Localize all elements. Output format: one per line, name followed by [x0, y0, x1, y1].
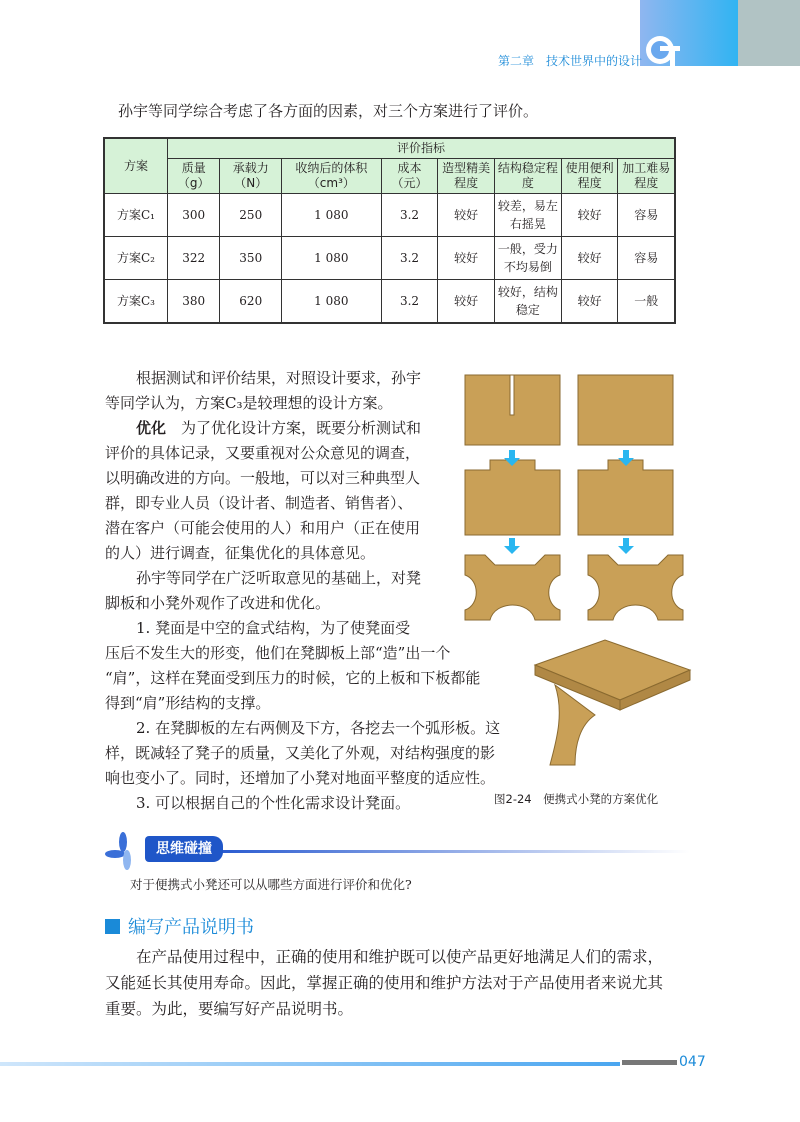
table-group-header: 评价指标 — [168, 138, 676, 159]
text-line: 在产品使用过程中，正确的使用和维护既可以使产品更好地满足人们的需求， — [136, 948, 664, 966]
column-header: 质量（g） — [168, 159, 220, 194]
optimized-footboard-a — [465, 555, 560, 620]
text-line: 1. 凳面是中空的盒式结构，为了使凳面受 — [136, 619, 411, 637]
optimized-footboard-b — [588, 555, 683, 620]
table-corner: 方案 — [104, 138, 168, 194]
header-decoration-gray — [738, 0, 800, 66]
table-cell: 380 — [168, 280, 220, 324]
footer-bar — [622, 1060, 677, 1065]
text-line: 样，既减轻了凳子的质量，又美化了外观，对结构强度的影 — [105, 744, 496, 762]
table-cell: 方案C₂ — [104, 237, 168, 280]
footboard-c3-a — [465, 460, 560, 535]
column-header: 收纳后的体积（cm³） — [282, 159, 382, 194]
arrow-down-icon — [504, 538, 520, 554]
gear-icon — [640, 32, 684, 66]
footboard-c2-a — [578, 375, 673, 445]
table-cell: 1 080 — [282, 237, 382, 280]
column-header: 承载力（N） — [220, 159, 282, 194]
table-cell: 方案C₁ — [104, 194, 168, 237]
column-header: 结构稳定程度 — [494, 159, 561, 194]
think-banner-label: 思维碰撞 — [145, 836, 223, 862]
stool-optimization-figure — [460, 370, 700, 790]
text-line: 为了优化设计方案，既要分析测试和 — [181, 419, 422, 437]
footboard-c3-b — [578, 460, 673, 535]
body-text — [105, 366, 500, 816]
flower-icon — [105, 832, 145, 872]
table-cell: 容易 — [618, 237, 675, 280]
text-line: 3. 可以根据自己的个性化需求设计凳面。 — [136, 794, 411, 812]
section-title: 编写产品说明书 — [128, 917, 254, 938]
text-line: 又能延长其使用寿命。因此，掌握正确的使用和维护方法对于产品使用者来说尤其 — [105, 974, 664, 992]
text-line: 脚板和小凳外观作了改进和优化。 — [105, 594, 331, 612]
table-cell: 较好 — [561, 237, 618, 280]
text-line: 压后不发生大的形变，他们在凳脚板上部“造”出一个 — [105, 644, 451, 662]
table-cell: 300 — [168, 194, 220, 237]
table-cell: 一般，受力不均易倒 — [494, 237, 561, 280]
table-cell: 较好 — [561, 280, 618, 324]
table-cell: 350 — [220, 237, 282, 280]
text-line: 孙宇等同学在广泛听取意见的基础上，对凳 — [136, 569, 422, 587]
table-cell: 3.2 — [381, 280, 438, 324]
table-cell: 3.2 — [381, 194, 438, 237]
square-bullet-icon — [105, 919, 120, 934]
table-cell: 方案C₃ — [104, 280, 168, 324]
section-body — [105, 944, 663, 1022]
text-line: 的人）进行调查，征集优化的具体意见。 — [105, 544, 376, 562]
table-cell: 较好 — [438, 280, 495, 324]
text-line: 潜在客户（可能会使用的人）和用户（正在使用 — [105, 519, 421, 537]
banner-line — [220, 850, 690, 853]
table-cell: 250 — [220, 194, 282, 237]
table-cell: 1 080 — [282, 194, 382, 237]
column-header: 使用便利程度 — [561, 159, 618, 194]
evaluation-table — [103, 137, 676, 324]
figure-caption: 图2-24 便携式小凳的方案优化 — [494, 792, 659, 806]
page-number: 047 — [679, 1054, 706, 1070]
text-line: 得到“肩”形结构的支撑。 — [105, 694, 271, 712]
table-cell: 1 080 — [282, 280, 382, 324]
table-cell: 容易 — [618, 194, 675, 237]
column-header: 造型精美程度 — [438, 159, 495, 194]
text-line: “肩”，这样在凳面受到压力的时候，它的上板和下板都能 — [105, 669, 481, 687]
table-row — [104, 194, 675, 237]
arrow-down-icon — [618, 538, 634, 554]
table-cell: 322 — [168, 237, 220, 280]
table-cell: 一般 — [618, 280, 675, 324]
column-header: 加工难易程度 — [618, 159, 675, 194]
footboard-c1 — [465, 375, 560, 445]
table-cell: 较好 — [561, 194, 618, 237]
table-cell: 620 — [220, 280, 282, 324]
text-line: 根据测试和评价结果，对照设计要求，孙宇 — [136, 369, 422, 387]
table-cell: 较好 — [438, 194, 495, 237]
column-header: 成本（元） — [381, 159, 438, 194]
table-row — [104, 280, 675, 324]
text-line: 评价的具体记录，又要重视对公众意见的调查， — [105, 444, 421, 462]
text-line: 群，即专业人员（设计者、制造者、销售者）、 — [105, 494, 413, 512]
text-line: 2. 在凳脚板的左右两侧及下方，各挖去一个弧形板。这 — [136, 719, 501, 737]
table-cell: 较好，结构稳定 — [494, 280, 561, 324]
section-heading — [105, 913, 254, 939]
text-line: 等同学认为，方案C₃是较理想的设计方案。 — [105, 394, 393, 412]
chapter-title: 第二章 技术世界中的设计 — [498, 54, 643, 68]
table-cell: 较差，易左右摇晃 — [494, 194, 561, 237]
intro-text: 孙宇等同学综合考虑了各方面的因素，对三个方案进行了评价。 — [118, 102, 539, 120]
table-cell: 较好 — [438, 237, 495, 280]
keyword-optimize: 优化 — [136, 419, 167, 437]
text-line: 响也变小了。同时，还增加了小凳对地面平整度的适应性。 — [105, 769, 496, 787]
table-cell: 3.2 — [381, 237, 438, 280]
table-row — [104, 237, 675, 280]
think-question: 对于便携式小凳还可以从哪些方面进行评价和优化? — [130, 877, 412, 892]
text-line: 重要。为此，要编写好产品说明书。 — [105, 1000, 354, 1018]
text-line: 以明确改进的方向。一般地，可以对三种典型人 — [105, 469, 421, 487]
footer-line — [0, 1062, 620, 1066]
